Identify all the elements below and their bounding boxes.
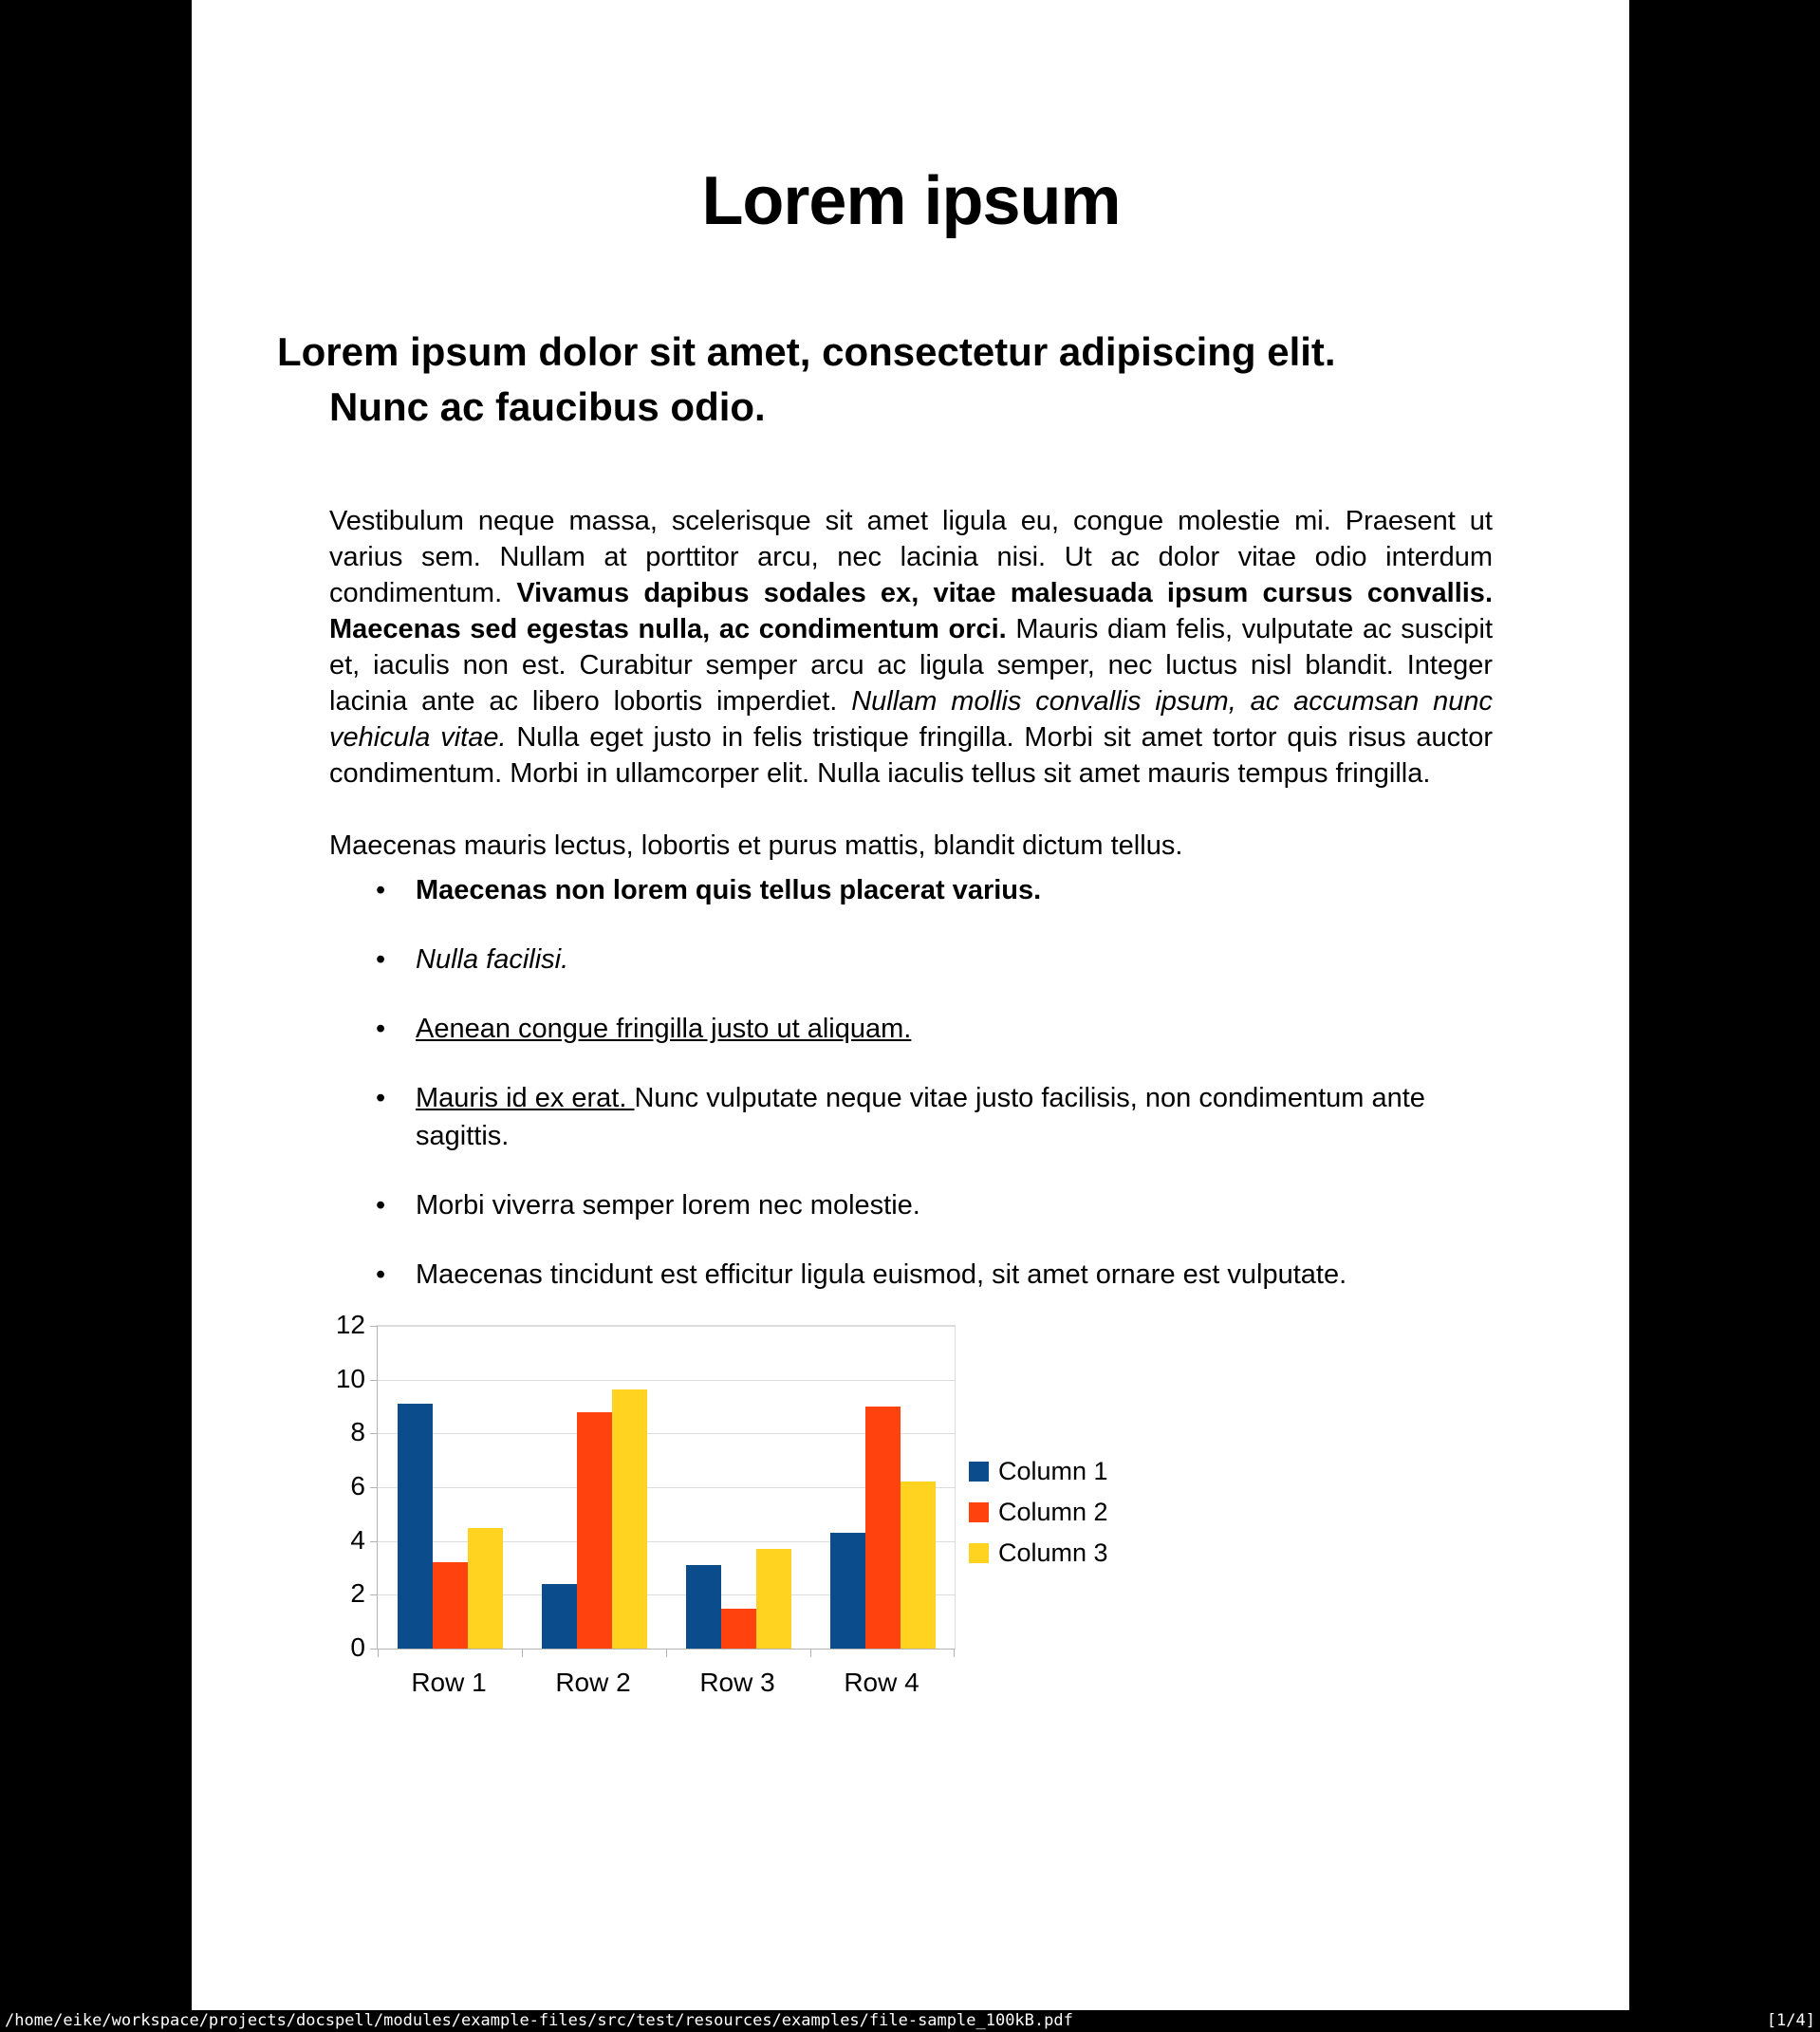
bar bbox=[686, 1565, 721, 1649]
y-axis-label: 6 bbox=[350, 1471, 365, 1501]
paragraph-run-italic: Nullam mollis convallis ipsum, ac accumsan nunc vehicula vitae. bbox=[329, 686, 1494, 753]
list-item bbox=[376, 941, 1493, 979]
y-axis-label: 12 bbox=[335, 1310, 365, 1339]
list-item-text: Morbi viverra semper lorem nec molestie. bbox=[416, 1190, 920, 1221]
y-axis-label: 0 bbox=[350, 1632, 365, 1662]
x-axis-label: Row 4 bbox=[844, 1668, 919, 1697]
y-axis-tick bbox=[370, 1326, 378, 1327]
x-axis-tick bbox=[810, 1650, 811, 1657]
x-axis-tick bbox=[378, 1650, 379, 1657]
y-axis-label: 2 bbox=[350, 1578, 365, 1609]
legend-label: Column 2 bbox=[998, 1498, 1108, 1526]
x-axis-label: Row 3 bbox=[699, 1668, 775, 1697]
legend-item bbox=[969, 1538, 1108, 1567]
bullet-icon: • bbox=[376, 875, 386, 905]
list-item bbox=[376, 871, 1493, 909]
x-axis-label: Row 1 bbox=[411, 1668, 487, 1697]
x-axis-tick bbox=[666, 1650, 667, 1657]
y-axis-label: 8 bbox=[350, 1417, 365, 1447]
list-item-text: Nulla facilisi. bbox=[416, 944, 569, 975]
x-axis-tick bbox=[954, 1650, 955, 1657]
bar bbox=[721, 1609, 756, 1650]
list-item-text: Maecenas non lorem quis tellus placerat varius. bbox=[416, 875, 1042, 905]
heading-line-2: Nunc ac faucibus odio. bbox=[329, 384, 766, 429]
legend-item bbox=[969, 1457, 1108, 1485]
bar bbox=[398, 1404, 433, 1649]
y-axis-tick bbox=[370, 1433, 378, 1434]
bullet-icon: • bbox=[376, 1259, 386, 1290]
bullet-icon: • bbox=[376, 1014, 386, 1044]
bar bbox=[612, 1389, 647, 1649]
bar-group bbox=[810, 1326, 955, 1649]
bar bbox=[901, 1482, 936, 1649]
bullet-icon: • bbox=[376, 944, 386, 975]
document-page[interactable] bbox=[192, 0, 1629, 2010]
bar bbox=[542, 1584, 577, 1649]
bullet-icon: • bbox=[376, 1083, 386, 1113]
x-axis-label: Row 2 bbox=[555, 1668, 631, 1697]
list-item bbox=[376, 1256, 1493, 1294]
y-axis-tick bbox=[370, 1487, 378, 1488]
y-axis-label: 4 bbox=[350, 1524, 365, 1555]
bar bbox=[830, 1533, 865, 1649]
legend-label: Column 1 bbox=[998, 1457, 1108, 1485]
legend-label: Column 3 bbox=[998, 1538, 1108, 1567]
legend-swatch bbox=[969, 1462, 989, 1482]
status-file-path: /home/eike/workspace/projects/docspell/modules/example-files/src/test/resources/examples/file-sample_100kB.pdf bbox=[5, 2011, 1073, 2030]
body-paragraph-1 bbox=[329, 503, 1493, 792]
status-page-indicator: [1/4] bbox=[1766, 2011, 1815, 2030]
list-item bbox=[376, 1010, 1493, 1048]
bar bbox=[577, 1412, 612, 1649]
bar bbox=[865, 1407, 901, 1649]
document-content bbox=[192, 161, 1629, 1699]
y-axis-tick bbox=[370, 1541, 378, 1542]
bar-group bbox=[522, 1326, 666, 1649]
x-axis-tick bbox=[522, 1650, 523, 1657]
chart-legend bbox=[969, 1445, 1108, 1579]
bullet-list bbox=[376, 871, 1493, 1294]
paragraph-run: Nulla eget justo in felis tristique fringilla. Morbi sit amet tortor quis risus auctor condimentum. Morbi in ullamcorper elit. Nulla iaculis tellus sit amet mauris tempus fringilla. bbox=[329, 722, 1494, 789]
y-axis-label: 10 bbox=[335, 1363, 365, 1393]
y-axis-tick bbox=[370, 1649, 378, 1650]
document-heading bbox=[277, 325, 1493, 435]
bar-chart bbox=[329, 1310, 1493, 1699]
paragraph-run: Vestibulum neque massa, scelerisque sit amet ligula eu, congue molestie mi. Praesent ut varius sem. Nullam at porttitor arcu, nec lacinia nisi. Ut ac dolor vitae odio interdum condimentum. bbox=[329, 506, 1493, 608]
list-item-text: Mauris id ex erat. bbox=[416, 1083, 635, 1113]
status-bar bbox=[0, 2010, 1820, 2032]
list-item bbox=[376, 1186, 1493, 1224]
y-axis-tick bbox=[370, 1380, 378, 1381]
legend-swatch bbox=[969, 1543, 989, 1563]
legend-item bbox=[969, 1498, 1108, 1526]
bar bbox=[756, 1549, 791, 1649]
list-item-text: Nunc vulputate neque vitae justo facilisis, non condimentum ante sagittis. bbox=[416, 1083, 1425, 1151]
paragraph-run: Mauris diam felis, vulputate ac suscipit et, iaculis non est. Curabitur semper arcu ac ligula semper, nec luctus nisl blandit. Integer lacinia ante ac libero lobortis imperdiet. bbox=[329, 614, 1493, 717]
document-title: Lorem ipsum bbox=[701, 163, 1121, 239]
list-item-text: Maecenas tincidunt est efficitur ligula euismod, sit amet ornare est vulputate. bbox=[416, 1259, 1347, 1290]
y-axis-tick bbox=[370, 1594, 378, 1595]
chart-plot bbox=[377, 1325, 956, 1650]
chart-x-axis bbox=[377, 1667, 954, 1699]
chart-y-axis bbox=[329, 1310, 377, 1662]
bar bbox=[433, 1562, 468, 1649]
bullet-icon: • bbox=[376, 1190, 386, 1221]
body-paragraph-2: Maecenas mauris lectus, lobortis et purus mattis, blandit dictum tellus. bbox=[329, 830, 1183, 861]
bar bbox=[468, 1528, 503, 1650]
bar-group bbox=[666, 1326, 810, 1649]
paragraph-run-bold: Vivamus dapibus sodales ex, vitae malesuada ipsum cursus convallis. Maecenas sed egestas nulla, ac condimentum orci. bbox=[329, 578, 1493, 644]
list-item bbox=[376, 1079, 1493, 1155]
legend-swatch bbox=[969, 1502, 989, 1522]
heading-line-1: Lorem ipsum dolor sit amet, consectetur adipiscing elit. bbox=[277, 329, 1336, 374]
list-item-text: Aenean congue fringilla justo ut aliquam. bbox=[416, 1014, 912, 1044]
bar-group bbox=[378, 1326, 522, 1649]
